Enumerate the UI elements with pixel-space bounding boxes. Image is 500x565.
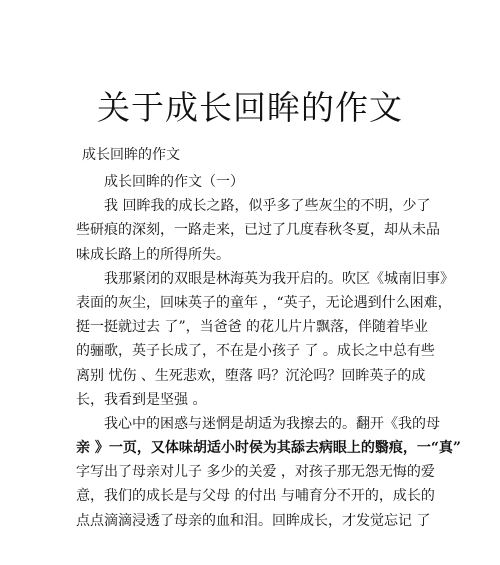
body-line: 表面的灰尘，回味英子的童年 ，“英子，无论遇到什么困难， bbox=[76, 294, 452, 311]
body-line: 亲 》一页，又体味胡适小时侯为其舔去病眼上的翳痕，一“真” bbox=[76, 440, 461, 457]
document-subtitle: 成长回眸的作文 bbox=[82, 147, 180, 163]
body-line: 成长回眸的作文（一） bbox=[104, 174, 244, 190]
body-line: 些研痕的深刻，一路走来，已过了几度春秋冬夏，却从未品 bbox=[76, 222, 440, 239]
body-line: 味成长路上的所得所失。 bbox=[76, 246, 230, 263]
body-line: 的骊歌，英子长成了，不在是小孩子 了 。成长之中总有些 bbox=[76, 343, 435, 360]
body-line: 意，我们的成长是与父母 的付出 与哺育分不开的，成长的 bbox=[76, 488, 435, 505]
body-line: 挺一挺就过去 了”，当爸爸 的花儿片片飘落，伴随着毕业 bbox=[76, 319, 429, 336]
body-line: 我心中的困惑与迷惘是胡适为我擦去的。翻开《我的母 bbox=[104, 415, 440, 432]
body-line: 我 回眸我的成长之路，似乎多了些灰尘的不明，少了 bbox=[104, 198, 431, 215]
body-line: 我那紧闭的双眼是林海英为我开启的。吹区《城南旧事》 bbox=[104, 270, 454, 287]
body-line: 点点滴滴浸透了母亲的血和泪。回眸成长，才发觉忘记 了 bbox=[76, 512, 431, 529]
document-body bbox=[76, 170, 461, 533]
document-title: 关于成长回眸的作文 bbox=[97, 88, 403, 127]
body-line: 长，我看到是坚强 。 bbox=[76, 391, 207, 408]
body-line: 离别 忧伤 、生死悲欢，堕落 吗？沉沦吗？回眸英子的成 bbox=[76, 367, 426, 384]
body-line: 字写出了母亲对儿子 多少的关爱 ，对孩子那无怨无悔的爱 bbox=[76, 464, 435, 481]
